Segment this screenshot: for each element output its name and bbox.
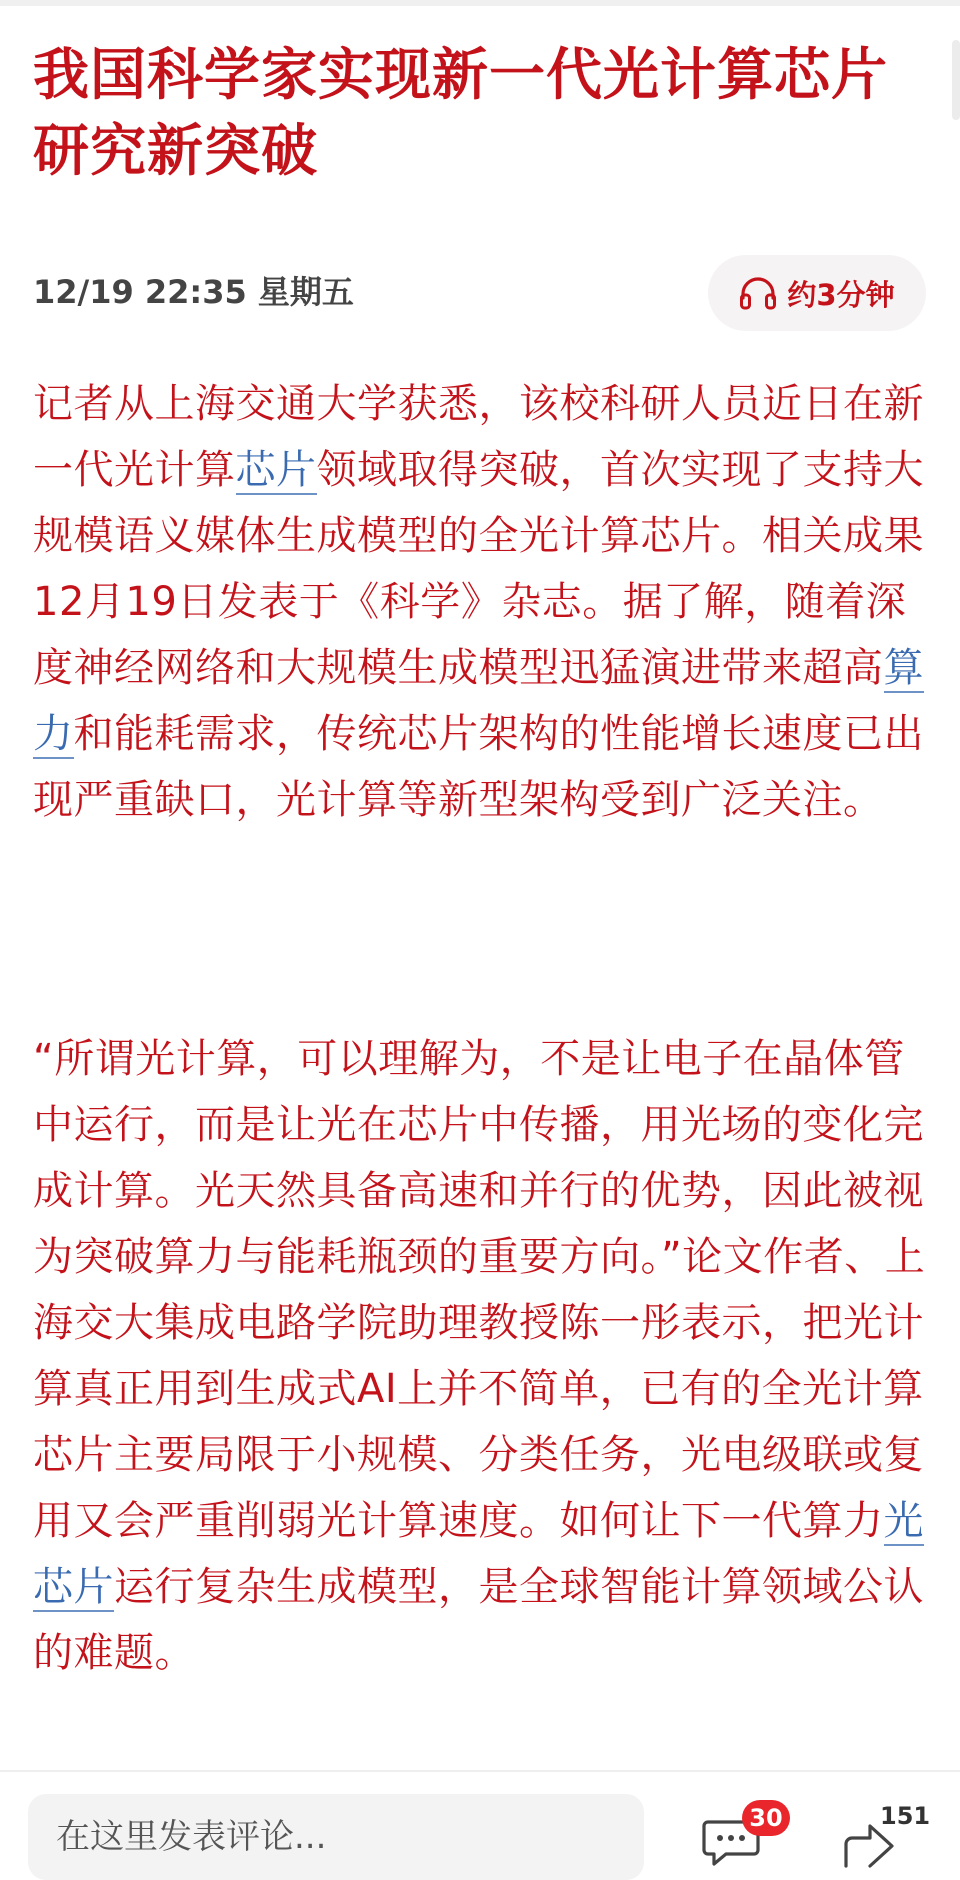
article-title: 我国科学家实现新一代光计算芯片研究新突破: [33, 43, 888, 184]
listen-duration-label: 约3分钟: [787, 277, 895, 312]
headphones-icon: [739, 276, 777, 310]
bottom-action-bar: [0, 1770, 960, 1879]
comment-count-badge: 30: [742, 1800, 790, 1836]
scroll-indicator: [952, 40, 960, 120]
paragraph-text: 运行复杂生成模型，是全球智能计算领域公认的难题。: [33, 1564, 924, 1676]
share-count: 151: [880, 1802, 931, 1830]
paragraph-text: “所谓光计算，可以理解为，不是让电子在晶体管中运行，而是让光在芯片中传播，用光场的变化完成计算。光天然具备高速和并行的优势，因此被视为突破算力与能耗瓶颈的重要方向。”论文作者、上海交大集成电路学院助理教授陈一彤表示，把光计算真正用到生成式AI上并不简单，已有的全光计算芯片主要局限于小规模、分类任务，光电级联或复用又会严重削弱光计算速度。如何让下一代算力: [33, 1036, 926, 1544]
top-divider: [0, 0, 960, 6]
paragraph-text: 记者从上海交通大学获悉，该校科研人员近日在新一代光计算: [33, 381, 924, 493]
comment-input[interactable]: [28, 1794, 644, 1880]
keyword-link-chip[interactable]: 芯片: [235, 447, 317, 493]
paragraph-text: 和能耗需求，传统芯片架构的性能增长速度已出现严重缺口，光计算等新型架构受到广泛关注。: [33, 711, 924, 823]
listen-audio-button[interactable]: [708, 255, 926, 331]
publish-date: 12/19 22:35 星期五: [33, 273, 354, 311]
article-paragraph-1: [33, 371, 928, 833]
article-paragraph-2: [33, 1026, 928, 1686]
keyword-link-computing-power[interactable]: 算力: [33, 645, 924, 757]
paragraph-text: 领域取得突破，首次实现了支持大规模语义媒体生成模型的全光计算芯片。相关成果12月19日发表于《科学》杂志。据了解，随着深度神经网络和大规模生成模型迅猛演进带来超高: [33, 447, 924, 691]
keyword-link-optical-chip[interactable]: 光芯片: [33, 1498, 924, 1610]
